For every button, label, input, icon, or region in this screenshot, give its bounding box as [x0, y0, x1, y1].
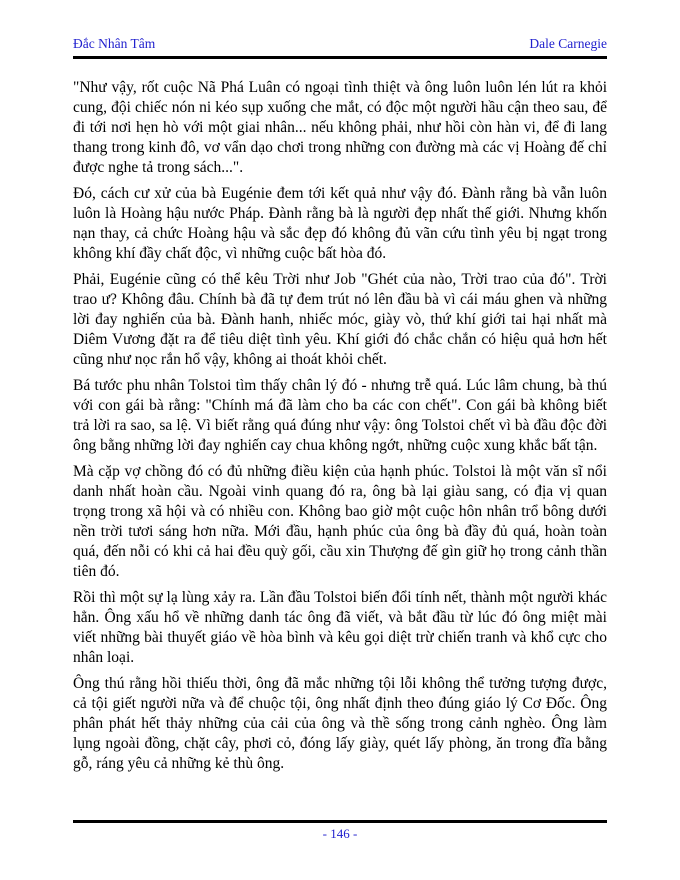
page-number: - 146 - — [322, 826, 358, 841]
author-name: Dale Carnegie — [529, 36, 607, 51]
book-title: Đắc Nhân Tâm — [73, 36, 156, 51]
paragraph: Bá tước phu nhân Tolstoi tìm thấy chân lý đó - nhưng trễ quá. Lúc lâm chung, bà thú với con gái bà rằng: "Chính má đã làm cho ba các con chết". Con gái bà không biết trả lời ra sao, sa lệ. Vì biết rằng quá đúng như vậy: ông Tolstoi chết vì bà đầu độc đời ông bằng những lời đay nghiến cay chua không ngớt, những cuộc xung khắc bất tận. — [73, 377, 607, 454]
paragraph: Rồi thì một sự lạ lùng xảy ra. Lần đầu Tolstoi biến đổi tính nết, thành một người khác hẳn. Ông xấu hổ về những danh tác ông đã viết, và bắt đầu từ lúc đó ông miệt mài viết những bài thuyết giáo về hòa bình và kêu gọi diệt trừ chiến tranh và khổ cực cho nhân loại. — [73, 589, 607, 666]
page-footer — [73, 820, 607, 842]
paragraph: Ông thú rằng hồi thiếu thời, ông đã mắc những tội lỗi không thể tưởng tượng được, cả tội giết người nữa và để chuộc tội, ông nhất định theo đúng giáo lý Cơ Đốc. Ông phân phát hết thảy những của cải của ông và thề sống trong cảnh nghèo. Ông làm lụng ngoài đồng, chặt cây, phơi cỏ, đóng lấy giày, quét lấy phòng, ăn trong đĩa bằng gỗ, ráng yêu cả những kẻ thù ông. — [73, 675, 607, 772]
paragraph: Phải, Eugénie cũng có thể kêu Trời như Job "Ghét của nào, Trời trao của đó". Trời trao ư? Không đâu. Chính bà đã tự đem trút nó lên đầu bà vì cái máu ghen và những lời đay nghiến của bà. Đành hanh, nhiếc móc, giày vò, thứ khí giới tai hại nhất mà Diêm Vương đặt ra để tiêu diệt tình yêu. Khí giới đó chắc chắn có hiệu quả hơn hết cũng như nọc rắn hổ vậy, không ai thoát khỏi chết. — [73, 271, 607, 368]
page-header — [73, 36, 607, 59]
page-body — [73, 78, 607, 780]
paragraph: Đó, cách cư xử của bà Eugénie đem tới kết quả như vậy đó. Đành rằng bà vẫn luôn luôn là Hoàng hậu nước Pháp. Đành rằng bà là người đẹp nhất thế giới. Nhưng khốn nạn thay, cả chức Hoàng hậu và sắc đẹp đó không đủ vãn cứu tình yêu bị ngạt trong không khí đầy chất độc, vì những cuộc bất hòa đó. — [73, 185, 607, 262]
paragraph: Mà cặp vợ chồng đó có đủ những điều kiện của hạnh phúc. Tolstoi là một văn sĩ nổi danh nhất hoàn cầu. Ngoài vinh quang đó ra, ông bà lại giàu sang, có địa vị quan trọng trong xã hội và có nhiều con. Không bao giờ một cuộc hôn nhân trổ bông dưới nền trời tươi sáng hơn nữa. Mới đầu, hạnh phúc của ông bà đầy đủ quá, hoàn toàn quá, đến nỗi có khi cả hai đều quỳ gối, cầu xin Thượng đế gìn giữ họ trong cảnh thần tiên đó. — [73, 463, 607, 580]
paragraph: "Như vậy, rốt cuộc Nã Phá Luân có ngoại tình thiệt và ông luôn luôn lén lút ra khỏi cung, đội chiếc nón ni kéo sụp xuống che mắt, có độc một người hầu cận theo sau, để đi tới nơi hẹn hò với một giai nhân... nếu không phải, như hồi còn hàn vi, để đi lang thang trong kinh đô, vơ vẩn dạo chơi trong những con đường mà các vị Hoàng đế chỉ được nghe tả trong sách...". — [73, 79, 607, 176]
